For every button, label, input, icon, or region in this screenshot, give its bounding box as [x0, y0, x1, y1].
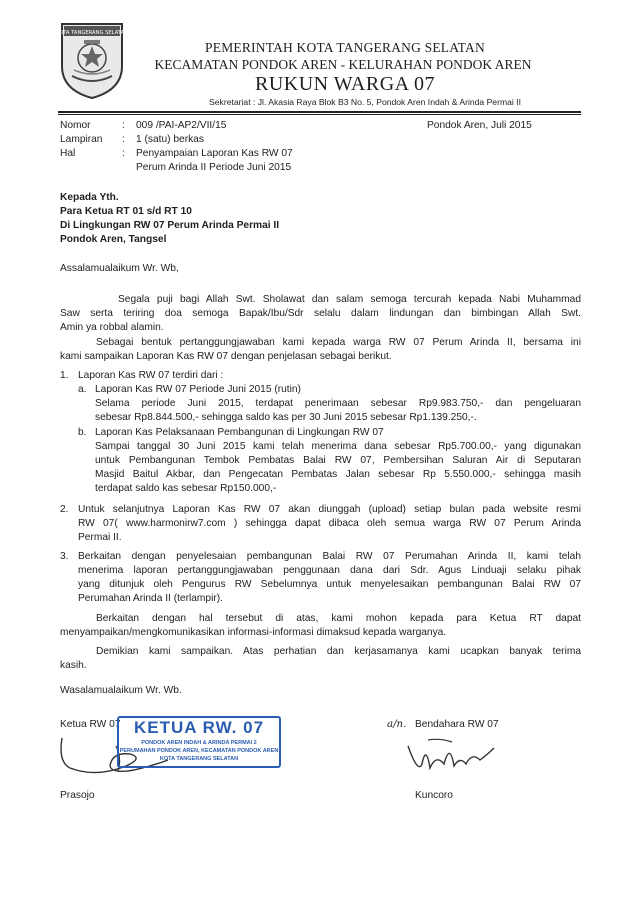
header-district: KECAMATAN PONDOK AREN - KELURAHAN PONDOK AREN — [154, 57, 532, 72]
para4-line1: Demikian kami sampaikan. Atas perhatian dan kerjasamanya kami ucapkan banyak terima — [96, 646, 581, 657]
para1-line3: Amin ya robbal alamin. — [60, 322, 164, 333]
header-rule-thin — [58, 114, 581, 115]
para3-line1: Berkaitan dengan hal tersebut di atas, kami mohon kepada para Ketua RT dapat — [96, 613, 581, 624]
place-date: Pondok Aren, Juli 2015 — [427, 120, 532, 131]
item3-line3: yang ditunjuk oleh Pengurus RW Sebelumnya untuk menyelesaikan pembangunan Balai RW 07 — [78, 579, 581, 590]
item1a-line1: Selama periode Juni 2015, terdapat penerimaan sebesar Rp9.983.750,- dan pengeluaran — [95, 398, 581, 409]
header-rw-title: RUKUN WARGA 07 — [255, 73, 435, 95]
stamp-title: KETUA RW. 07 — [133, 718, 265, 737]
hal-colon: : — [122, 148, 125, 159]
recipient-line1: Kepada Yth. — [60, 192, 119, 203]
lampiran-label: Lampiran — [60, 134, 103, 145]
rw-stamp — [117, 716, 281, 768]
item1a-title: Laporan Kas RW 07 Periode Juni 2015 (rutin) — [95, 384, 301, 395]
header-rule-thick — [58, 111, 581, 113]
logo-banner-text: KOTA TANGERANG SELATAN — [58, 30, 126, 36]
header-secretariat: Sekretariat : Jl. Akasia Raya Blok B3 No. 5, Pondok Aren Indah & Arinda Permai II — [209, 97, 521, 107]
item2-line2: RW 07( www.harmonirw7.com ) sehingga dapat dibaca oleh semua warga RW 07 Perum Arinda — [78, 518, 581, 529]
item3-line4: Perumahan Arinda II (terlampir). — [78, 593, 223, 604]
para1-line2: Saw serta teriring doa semoga Bapak/Ibu/Sdr selalu dalam lindungan dan bimbingan Allah Swt. — [60, 308, 581, 319]
nomor-label: Nomor — [60, 120, 91, 131]
hal-value-line1: Penyampaian Laporan Kas RW 07 — [136, 148, 293, 159]
nomor-value: 009 /PAI-AP2/VII/15 — [136, 120, 227, 131]
item2-number: 2. — [60, 504, 69, 515]
stamp-line3: KOTA TANGERANG SELATAN — [159, 756, 239, 762]
salutation: Assalamualaikum Wr. Wb, — [60, 263, 179, 274]
para3-line2: menyampaikan/mengkomunikasikan informasi-informasi dimaksud kepada warganya. — [60, 627, 447, 638]
lampiran-colon: : — [122, 134, 125, 145]
right-signer-prefix: a/n. — [387, 719, 407, 730]
item1b-line2: untuk Pembangunan Tembok Pembatas Balai RW 07, Pembersihan Saluran Air di Seputaran — [95, 455, 581, 466]
recipient-line3: Di Lingkungan RW 07 Perum Arinda Permai II — [60, 220, 280, 231]
hal-value-line2: Perum Arinda II Periode Juni 2015 — [136, 162, 292, 173]
left-signer-name: Prasojo — [60, 790, 95, 801]
item1a-letter: a. — [78, 384, 87, 395]
item2-line1: Untuk selanjutnya Laporan Kas RW 07 akan diunggah (upload) setiap bulan pada website resmi — [78, 504, 581, 515]
city-emblem-logo — [58, 20, 126, 100]
item1-number: 1. — [60, 370, 69, 381]
right-signer-name: Kuncoro — [415, 790, 453, 801]
item1b-line3: Masjid Baitul Akbar, dan Pengecatan Pembatas Jalan sebesar Rp 5.550.000,- sehingga masih — [95, 469, 581, 480]
item1b-letter: b. — [78, 427, 87, 438]
item2-line3: Permai II. — [78, 532, 122, 543]
left-signer-title: Ketua RW 07 — [60, 719, 121, 730]
item3-line1: Berkaitan dengan penyelesaian pembangunan Balai RW 07 Perumahan Arinda II, kami telah — [78, 551, 581, 562]
item1b-line4: terdapat saldo kas sebesar Rp150.000,- — [95, 483, 277, 494]
recipient-line2: Para Ketua RT 01 s/d RT 10 — [60, 206, 192, 217]
recipient-line4: Pondok Aren, Tangsel — [60, 234, 167, 245]
para2-line2: kami sampaikan Laporan Kas RW 07 dengan penjelasan sebagai berikut. — [60, 351, 392, 362]
para2-line1: Sebagai bentuk pertanggungjawaban kami kepada warga RW 07 Perum Arinda II, bersama ini — [96, 337, 581, 348]
para4-line2: kasih. — [60, 660, 87, 671]
lampiran-value: 1 (satu) berkas — [136, 134, 204, 145]
para1-line1: Segala puji bagi Allah Swt. Sholawat dan salam semoga tercurah kepada Nabi Muhammad — [118, 294, 581, 305]
item1a-line2: sebesar Rp8.844.500,- sehingga saldo kas per 30 Juni 2015 sebesar Rp1.139.250,-. — [95, 412, 477, 423]
hal-label: Hal — [60, 148, 76, 159]
stamp-line1: PONDOK AREN INDAH & ARINDA PERMAI 2 — [141, 740, 257, 746]
item3-line2: menerima laporan pertanggungjawaban penggunaan dana dari Sdr. Agus Linduaji selaku pihak — [78, 565, 581, 576]
header-government: PEMERINTAH KOTA TANGERANG SELATAN — [205, 40, 485, 55]
item1-title: Laporan Kas RW 07 terdiri dari : — [78, 370, 224, 381]
item1b-title: Laporan Kas Pelaksanaan Pembangunan di Lingkungan RW 07 — [95, 427, 384, 438]
nomor-colon: : — [122, 120, 125, 131]
right-signature-scribble — [400, 734, 500, 780]
closing: Wasalamualaikum Wr. Wb. — [60, 685, 182, 696]
right-signer-title: Bendahara RW 07 — [415, 719, 499, 730]
item3-number: 3. — [60, 551, 69, 562]
stamp-line2: PERUMAHAN PONDOK AREN, KECAMATAN PONDOK AREN — [119, 748, 279, 754]
item1b-line1: Sampai tanggal 30 Juni 2015 kami telah menerima dana sebesar Rp5.700.00,- yang digunakan — [95, 441, 581, 452]
